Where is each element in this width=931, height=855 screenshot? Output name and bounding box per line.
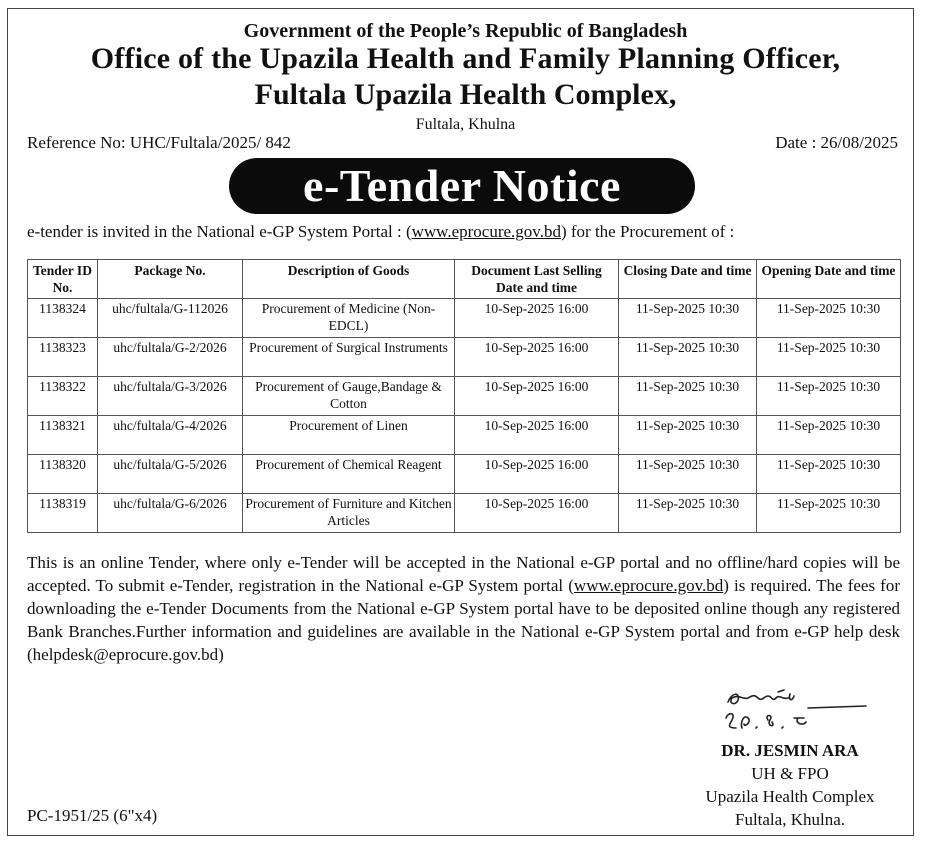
- office-title: Office of the Upazila Health and Family Planning Officer,: [90, 42, 841, 75]
- terms-part2: ) is required. The fees for downloading the e-Tender Documents from the National e-GP System portal have to be deposited online though any registered Bank Branches.Further information and guidelines are available in the National e-GP System portal and from e-GP help desk (helpdesk@eprocure.gov.bd): [27, 576, 901, 664]
- package-no: uhc/fultala/G-6/2026: [98, 494, 243, 533]
- handwritten-signature: [718, 688, 868, 741]
- terms-part1: This is an online Tender, where only e-Tender will be accepted in the National e-GP portal and no offline/hard copies will be accepted. To submit e-Tender, registration in the National e-GP System portal (: [27, 553, 900, 595]
- signatory-org: Upazila Health Complex: [705, 787, 875, 806]
- package-no: uhc/fultala/G-2/2026: [98, 338, 243, 377]
- eprocure-link[interactable]: www.eprocure.gov.bd: [411, 222, 561, 241]
- signatory-title: UH & FPO: [751, 764, 829, 783]
- tender-id: 1138320: [28, 455, 98, 494]
- notice-date: Date : 26/08/2025: [775, 133, 898, 152]
- intro-before: e-tender is invited in the National e-GP System Portal : (: [27, 222, 412, 241]
- table-row: [28, 338, 901, 377]
- doc-last-selling: 10-Sep-2025 16:00: [455, 299, 619, 338]
- table-header-row: [28, 260, 901, 299]
- header-doc-last-selling: Document Last Selling Date and time: [455, 260, 619, 299]
- package-no: uhc/fultala/G-5/2026: [98, 455, 243, 494]
- closing-date: 11-Sep-2025 10:30: [619, 494, 757, 533]
- office-address: Fultala, Khulna: [415, 116, 516, 133]
- doc-last-selling: 10-Sep-2025 16:00: [455, 377, 619, 416]
- package-no: uhc/fultala/G-4/2026: [98, 416, 243, 455]
- government-line: Government of the People’s Republic of Bangladesh: [243, 20, 688, 42]
- opening-date: 11-Sep-2025 10:30: [757, 338, 901, 377]
- table-row: [28, 377, 901, 416]
- header-closing: Closing Date and time: [619, 260, 757, 299]
- opening-date: 11-Sep-2025 10:30: [757, 494, 901, 533]
- table-row: [28, 455, 901, 494]
- signatory-place: Fultala, Khulna.: [734, 810, 845, 829]
- table-row: [28, 299, 901, 338]
- tender-id: 1138321: [28, 416, 98, 455]
- doc-last-selling: 10-Sep-2025 16:00: [455, 455, 619, 494]
- notice-banner: e-Tender Notice: [229, 158, 695, 214]
- eprocure-link-2[interactable]: www.eprocure.gov.bd: [573, 576, 724, 595]
- goods-description: Procurement of Chemical Reagent: [243, 455, 455, 494]
- header-package: Package No.: [98, 260, 243, 299]
- opening-date: 11-Sep-2025 10:30: [757, 299, 901, 338]
- closing-date: 11-Sep-2025 10:30: [619, 455, 757, 494]
- tender-id: 1138323: [28, 338, 98, 377]
- terms-paragraph: [27, 551, 900, 666]
- goods-description: Procurement of Gauge,Bandage & Cotton: [243, 377, 455, 416]
- intro-after: ) for the Procurement of :: [560, 222, 735, 241]
- closing-date: 11-Sep-2025 10:30: [619, 299, 757, 338]
- header-description: Description of Goods: [243, 260, 455, 299]
- opening-date: 11-Sep-2025 10:30: [757, 377, 901, 416]
- header-opening: Opening Date and time: [757, 260, 901, 299]
- opening-date: 11-Sep-2025 10:30: [757, 416, 901, 455]
- tender-table: [27, 259, 901, 533]
- reference-number: Reference No: UHC/Fultala/2025/ 842: [27, 133, 291, 152]
- package-no: uhc/fultala/G-3/2026: [98, 377, 243, 416]
- goods-description: Procurement of Furniture and Kitchen Articles: [243, 494, 455, 533]
- tender-id: 1138324: [28, 299, 98, 338]
- doc-last-selling: 10-Sep-2025 16:00: [455, 338, 619, 377]
- tender-id: 1138322: [28, 377, 98, 416]
- tender-id: 1138319: [28, 494, 98, 533]
- table-row: [28, 416, 901, 455]
- signatory-block: [640, 739, 931, 831]
- footer-code: PC-1951/25 (6"x4): [27, 806, 158, 825]
- closing-date: 11-Sep-2025 10:30: [619, 377, 757, 416]
- doc-last-selling: 10-Sep-2025 16:00: [455, 494, 619, 533]
- goods-description: Procurement of Medicine (Non-EDCL): [243, 299, 455, 338]
- intro-text: [27, 222, 734, 242]
- goods-description: Procurement of Surgical Instruments: [243, 338, 455, 377]
- closing-date: 11-Sep-2025 10:30: [619, 338, 757, 377]
- package-no: uhc/fultala/G-112026: [98, 299, 243, 338]
- signature-icon: [718, 688, 868, 736]
- goods-description: Procurement of Linen: [243, 416, 455, 455]
- opening-date: 11-Sep-2025 10:30: [757, 455, 901, 494]
- signatory-name: DR. JESMIN ARA: [721, 741, 859, 760]
- table-row: [28, 494, 901, 533]
- header-tender-id: Tender ID No.: [28, 260, 98, 299]
- complex-title: Fultala Upazila Health Complex,: [254, 78, 677, 111]
- doc-last-selling: 10-Sep-2025 16:00: [455, 416, 619, 455]
- closing-date: 11-Sep-2025 10:30: [619, 416, 757, 455]
